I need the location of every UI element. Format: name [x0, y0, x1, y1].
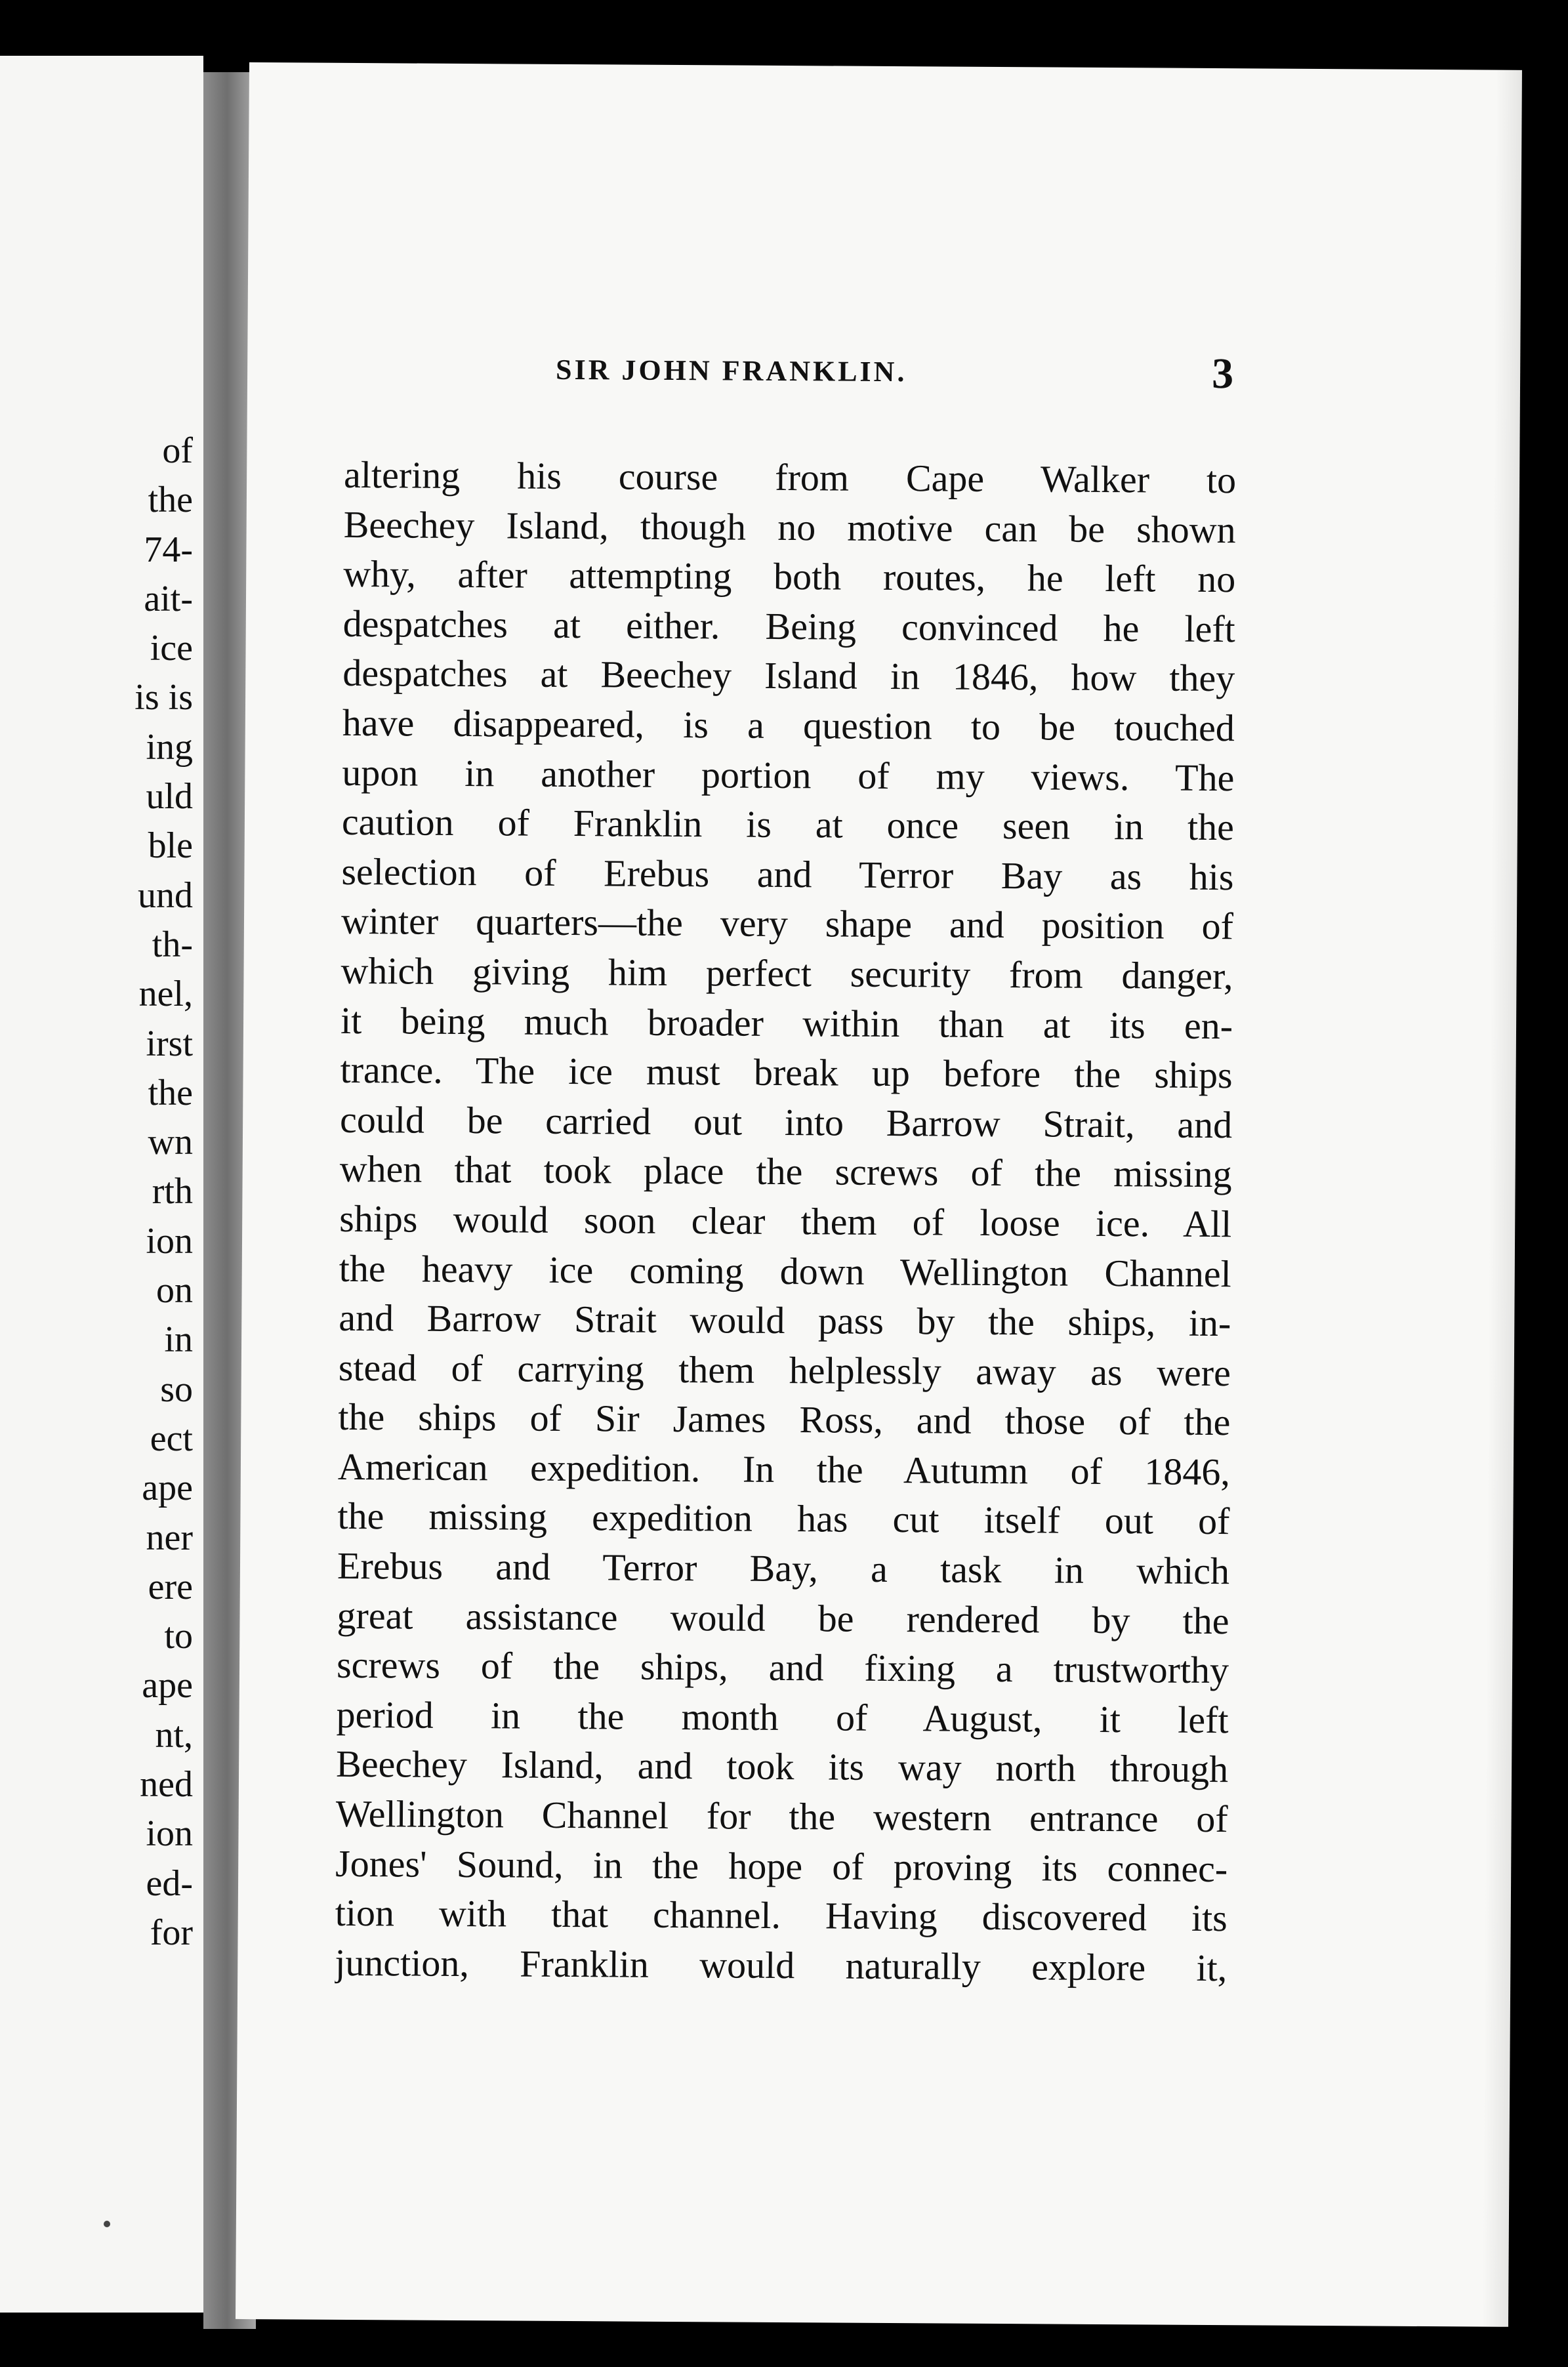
text-line: Beechey Island, and took its way north through — [335, 1742, 1229, 1791]
left-page-line: for — [150, 1912, 193, 1953]
left-page-line: of — [162, 430, 193, 471]
text-line: winter quarters—the very shape and position of — [340, 899, 1234, 948]
left-page-text — [134, 426, 193, 1958]
left-page-line: ice — [150, 628, 193, 669]
text-line: Beechey Island, though no motive can be shown — [343, 503, 1236, 551]
text-line: selection of Erebus and Terror Bay as his — [341, 850, 1234, 898]
text-line: Wellington Channel for the western entrance of — [335, 1792, 1228, 1841]
left-page-line: wn — [148, 1122, 193, 1163]
text-line: the ships of Sir James Ross, and those of the — [338, 1395, 1231, 1444]
text-line: and Barrow Strait would pass by the ships, in- — [339, 1296, 1231, 1345]
text-line: caution of Franklin is at once seen in the — [341, 800, 1235, 849]
text-line: American expedition. In the Autumn of 1846, — [337, 1445, 1231, 1494]
text-line: screws of the ships, and fixing a trustworthy — [336, 1643, 1229, 1692]
left-page-line: ned — [140, 1764, 193, 1805]
left-page-line: nt, — [155, 1714, 193, 1756]
page-number: 3 — [1211, 349, 1234, 398]
left-page-line: nel, — [138, 974, 193, 1015]
left-page-line: rth — [152, 1171, 193, 1212]
left-page-line: the — [148, 1072, 193, 1113]
text-line: stead of carrying them helplessly away as were — [338, 1346, 1231, 1394]
text-line: junction, Franklin would naturally explore it, — [335, 1941, 1228, 1989]
left-page-line: to — [164, 1616, 193, 1657]
text-line: why, after attempting both routes, he left no — [343, 552, 1236, 601]
left-page-line: so — [160, 1369, 193, 1410]
left-page-line: ed- — [146, 1863, 193, 1904]
paper-speck — [104, 2221, 110, 2227]
left-page-line: ner — [146, 1517, 193, 1558]
left-page-line: in — [164, 1319, 193, 1361]
left-page-line: ere — [148, 1566, 193, 1607]
left-page-line: ing — [146, 726, 193, 768]
left-page-line: uld — [146, 776, 193, 817]
running-title: SIR JOHN FRANKLIN. — [555, 353, 907, 388]
left-page-line: ect — [150, 1418, 193, 1459]
left-page-line: the — [148, 480, 193, 521]
text-line: upon in another portion of my views. The — [342, 751, 1235, 799]
left-page-line: ion — [146, 1220, 193, 1262]
left-page-line: on — [156, 1270, 193, 1311]
text-line: despatches at either. Being convinced he left — [342, 602, 1235, 650]
left-page-line: 74- — [144, 529, 193, 570]
text-line: tion with that channel. Having discovered its — [335, 1891, 1228, 1940]
left-page-line: irst — [146, 1023, 193, 1064]
left-page-line: ait- — [144, 578, 193, 619]
text-line: have disappeared, is a question to be touched — [342, 701, 1235, 750]
text-line: altering his course from Cape Walker to — [343, 453, 1237, 502]
left-page-line: und — [138, 875, 193, 916]
text-line: the heavy ice coming down Wellington Channel — [339, 1246, 1231, 1295]
text-line: which giving him perfect security from danger, — [340, 949, 1233, 998]
left-page-line: ape — [142, 1468, 193, 1509]
left-page-line: ape — [142, 1665, 193, 1706]
right-page — [236, 62, 1522, 2327]
text-line: despatches at Beechey Island in 1846, how they — [342, 651, 1235, 700]
text-line: Erebus and Terror Bay, a task in which — [337, 1544, 1230, 1593]
left-page-line: is is — [134, 677, 193, 718]
text-line: could be carried out into Barrow Strait, and — [339, 1098, 1233, 1146]
left-facing-page — [0, 56, 203, 2313]
text-line: trance. The ice must break up before the ships — [340, 1048, 1233, 1097]
text-line: it being much broader within than at its en- — [340, 998, 1233, 1047]
text-line: when that took place the screws of the missing — [339, 1147, 1232, 1196]
body-text — [335, 450, 1236, 1993]
left-page-line: th- — [152, 924, 193, 965]
left-page-line: ion — [146, 1813, 193, 1855]
left-page-line: ble — [148, 825, 193, 867]
running-head — [247, 351, 1520, 411]
text-line: the missing expedition has cut itself out of — [337, 1494, 1230, 1543]
text-line: great assistance would be rendered by the — [337, 1594, 1229, 1642]
text-line: period in the month of August, it left — [336, 1693, 1229, 1742]
text-line: Jones' Sound, in the hope of proving its connec- — [335, 1842, 1228, 1890]
text-line: ships would soon clear them of loose ice. All — [339, 1197, 1232, 1246]
